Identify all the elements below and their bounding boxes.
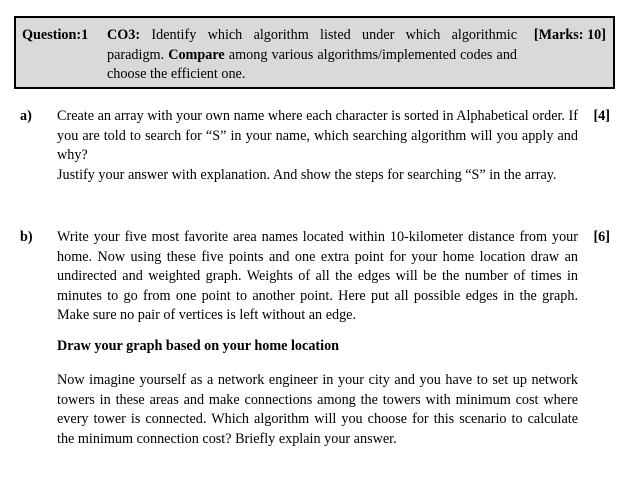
- part-a-body: [57, 107, 578, 185]
- part-b-heading: Draw your graph based on your home location: [57, 338, 340, 354]
- question-marks: [Marks: 10]: [533, 27, 606, 43]
- part-a-line2: Justify your answer with explanation. And show the steps for searching “S” in the array.: [57, 166, 557, 183]
- part-b-paragraph2: [57, 371, 578, 449]
- part-b-paragraph1: [57, 228, 578, 326]
- part-a-line1: Create an array with your own name where each character is sorted in Alphabetical order. If you are told to search for “S” in your name, which searching algorithm will you apply and why?: [57, 108, 578, 163]
- question-header-box: [14, 16, 615, 89]
- part-b-para1: Write your five most favorite area names located within 10-kilometer distance from your home. Now using these five points and one extra point for your home location draw an undirected and weighted graph. Weights of all the edges will be the number of times in minutes to go from one point to another point. Here put all possible edges in the graph. Make sure no pair of vertices is left without an edge.: [57, 229, 578, 323]
- question-text-part1: Identify which algorithm listed under which algorithmic paradigm.: [107, 27, 517, 63]
- course-outcome: CO3:: [107, 27, 141, 43]
- question-text-part2: among various algorithms/implemented codes and choose the efficient one.: [107, 46, 518, 82]
- part-b-para2: Now imagine yourself as a network engineer in your city and you have to set up network towers in these areas and make connections among the towers with minimum cost where every tower is connected. Which algorithm will you choose for this scenario to calculate the minimum connection cost? Briefly explain your answer.: [57, 372, 578, 447]
- question-label: Question:1: [22, 27, 89, 43]
- question-text-bold: Compare: [168, 46, 225, 63]
- part-b-letter: b): [20, 229, 33, 245]
- part-b-marks: [6]: [593, 229, 610, 245]
- part-a-letter: a): [20, 108, 32, 124]
- question-text: [107, 26, 517, 85]
- part-a-marks: [4]: [593, 108, 610, 124]
